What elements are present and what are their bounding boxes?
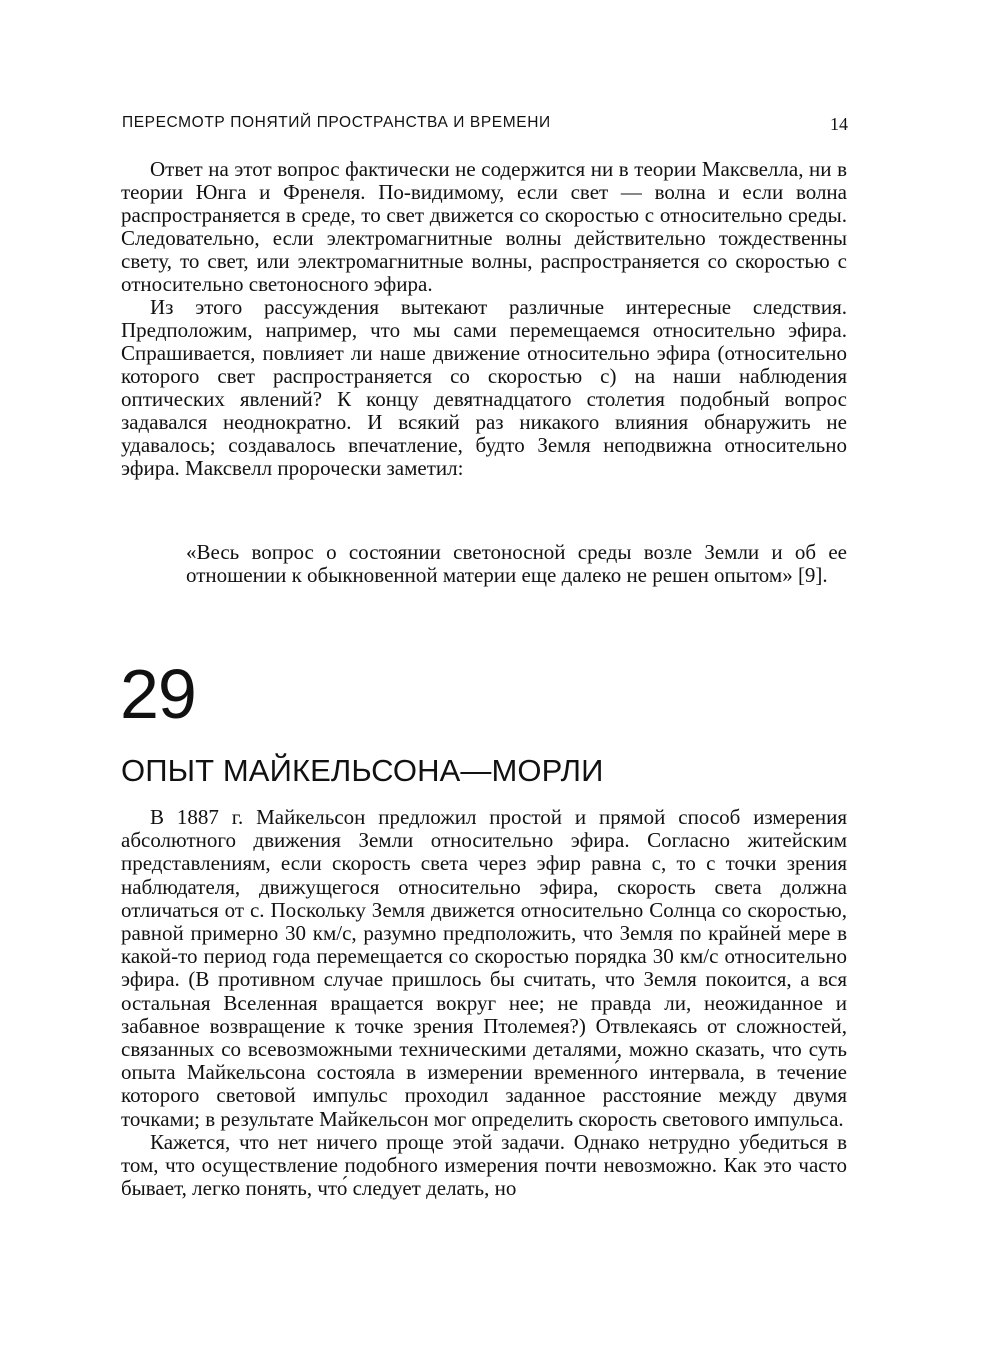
running-title: ПЕРЕСМОТР ПОНЯТИЙ ПРОСТРАНСТВА И ВРЕМЕНИ <box>122 114 551 131</box>
running-header <box>122 114 848 138</box>
opening-text <box>121 158 847 480</box>
chapter-title: ОПЫТ МАЙКЕЛЬСОНА—МОРЛИ <box>121 753 604 788</box>
paragraph-maxwell-theory: Ответ на этот вопрос фактически не содержится ни в теории Максвелла, ни в теории Юнга и Френеля. По-видимому, если свет — волна и если волна распространяется в среде, то свет движется со скоростью c относительно среды. Следовательно, если электромагнитные волны действительно тождественны свету, то свет, или электромагнитные волны, распространяется со скоростью c относительно светоносного эфира. <box>121 157 847 296</box>
paragraph-ether-consequences: Из этого рассуждения вытекают различные интересные следствия. Предположим, например, что мы сами перемещаемся относительно эфира. Спрашивается, повлияет ли наше движение относительно эфира (относительно которого свет распространяется со скоростью c) на наши наблюдения оптических явлений? К концу девятнадцатого столетия подобный вопрос задавался неоднократно. И всякий раз никакого влияния обнаружить не удавалось; создавалось впечатление, будто Земля неподвижна относительно эфира. Максвелл пророчески заметил: <box>121 295 847 480</box>
page-number: 14 <box>830 114 848 134</box>
paragraph-measurement-difficulty: Кажется, что нет ничего проще этой задачи. Однако нетрудно убедиться в том, что осуществление подобного измерения почти невозможно. Как это часто бывает, легко понять, что́ следует делать, но <box>121 1129 847 1201</box>
chapter-number: 29 <box>120 655 196 733</box>
paragraph-michelson-method: В 1887 г. Майкельсон предложил простой и прямой способ измерения абсолютного движения Земли относительно эфира. Согласно житейским представлениям, если скорость света через эфир равна c, то с точки зрения наблюдателя, движущегося относительно эфира, скорость света должна отличаться от c. Поскольку Земля движется относительно Солнца со скоростью, равной примерно 30 км/с, разумно предположить, что Земля по крайней мере в какой-то период года перемещается со скоростью порядка 30 км/с относительно эфира. (В противном случае пришлось бы считать, что Земля покоится, а вся остальная Вселенная вращается вокруг нее; не правда ли, неожиданное и забавное возвращение к точке зрения Птолемея?) Отвлекаясь от сложностей, связанных со всевозможными техническими деталями, можно сказать, что суть опыта Майкельсона состояла в измерении временно́го интервала, в течение которого световой импульс проходил заданное расстояние между двумя точками; в результате Майкельсон мог определить скорость светового импульса. <box>121 805 847 1131</box>
maxwell-quote <box>186 541 847 588</box>
quote-text: «Весь вопрос о состоянии светоносной среды возле Земли и об ее отношении к обыкновенной материи еще далеко не решен опытом» [9]. <box>186 540 847 588</box>
chapter-text <box>121 806 847 1200</box>
